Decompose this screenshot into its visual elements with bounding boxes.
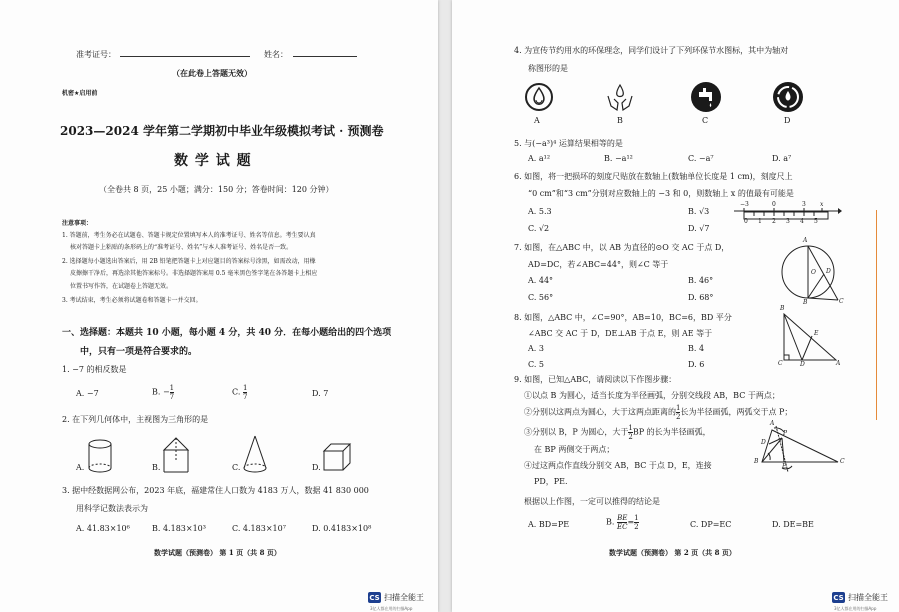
- secret-mark: 机密★启用前: [62, 90, 98, 97]
- faucet-icon: [690, 81, 722, 113]
- point-label: D: [826, 268, 831, 275]
- q7-option-a: A. 44°: [528, 276, 554, 285]
- scanner-sub: 3亿人都在用的扫描App: [834, 606, 877, 611]
- point-label: B: [803, 299, 808, 306]
- q6-ruler-figure: [734, 202, 842, 226]
- page-edge-mark: [876, 210, 877, 420]
- q3-stem-line1: 3. 据中经数据网公布，2023 年底，福建常住人口数为 4183 万人，数据 41 830 000: [62, 486, 369, 495]
- q8-option-b: B. 4: [688, 344, 705, 353]
- q8-triangle-figure: [774, 305, 844, 370]
- ruler-number: 2: [772, 218, 776, 225]
- subject-title: 数 学 试 题: [174, 153, 252, 169]
- exam-number-blank: [120, 56, 250, 57]
- note-line: 核对答题卡上粘贴的条形码上的“准考证号、姓名”与本人准考证号、姓名是否一致。: [70, 244, 293, 251]
- section-heading: 一、选择题：本题共 10 小题，每小题 4 分，共 40 分．在每小题给出的四个选项: [62, 328, 392, 338]
- point-label: C: [778, 360, 783, 367]
- q9-conclusion: 根据以上作图，一定可以推得的结论是: [524, 497, 660, 506]
- scanner-badge: [832, 592, 888, 603]
- invalid-note: （在此卷上答题无效）: [172, 68, 252, 78]
- note-line: 3. 考试结束，考生必须将试题卷和答题卡一并交回。: [62, 297, 202, 304]
- section-heading-cont: 中，只有一项是符合要求的。: [80, 347, 198, 357]
- q7-circle-figure: [778, 236, 846, 308]
- axis-label: 0: [772, 201, 776, 208]
- exam-title: 2023—2024 学年第二学期初中毕业年级模拟考试 · 预测卷: [60, 124, 384, 138]
- axis-label: −3: [740, 201, 749, 208]
- q4-label-b: B: [617, 116, 623, 125]
- hands-water-drop-icon: [604, 82, 636, 114]
- q7-stem-line1: 7. 如图，在△ABC 中，以 AB 为直径的⊙O 交 AC 于点 D，: [514, 243, 730, 252]
- q9-step2: ②分别以这两点为圆心，大于这两点距离的 $\frac{1}{2}$ 长为半径画弧，两弧交于点 P；: [524, 404, 793, 421]
- point-label: A: [836, 360, 841, 367]
- q8-option-d: D. 6: [688, 360, 705, 369]
- q8-option-c: C. 5: [528, 360, 545, 369]
- q9-stem: 9. 如图，已知△ABC，请阅读以下作图步骤：: [514, 375, 677, 384]
- q1-stem: 1. −7 的相反数是: [62, 365, 127, 374]
- q9-option-d: D. DE=BE: [772, 520, 814, 529]
- q3-option-b: B. 4.183×10³: [152, 524, 206, 533]
- q9-step4: ④过这两点作直线分别交 AB，BC 于点 D，E，连接: [524, 461, 712, 470]
- q2-label-b: B.: [152, 463, 161, 472]
- q8-stem-line1: 8. 如图，△ABC 中，∠C=90°，AB=10，BC=6，BD 平分: [514, 313, 732, 322]
- q4-label-c: C: [702, 116, 709, 125]
- q1-option-c: C. $\frac{1}{7}$: [232, 384, 248, 401]
- point-label: B: [780, 305, 785, 312]
- scanner-label: 扫描全能王: [848, 593, 888, 602]
- q4-stem-line1: 4. 为宣传节约用水的环保理念，同学们设计了下列环保节水图标，其中为轴对: [514, 46, 789, 55]
- ruler-number: 3: [786, 218, 790, 225]
- scanner-sub: 3亿人都在用的扫描App: [370, 606, 413, 611]
- q6-stem-line2: “0 cm”和“3 cm”分别对应数轴上的 −3 和 0，则数轴上 x 的值最有可能是: [528, 189, 794, 198]
- note-line: 位置书写作答，在试题卷上答题无效。: [70, 283, 173, 290]
- scanner-badge: [368, 592, 424, 603]
- q9-option-c: C. DP=EC: [690, 520, 732, 529]
- q6-option-b: B. √3: [688, 207, 710, 216]
- exam-page-1: [0, 0, 438, 612]
- point-label: P: [783, 430, 788, 437]
- q2-stem: 2. 在下列几何体中，主视图为三角形的是: [62, 415, 209, 424]
- q5-option-a: A. a¹²: [528, 154, 551, 163]
- ruler-number: 5: [814, 218, 818, 225]
- cube-figure: [322, 442, 352, 474]
- q5-stem: 5. 与(−a³)⁴ 运算结果相等的是: [514, 139, 623, 148]
- q6-option-d: D. √7: [688, 224, 710, 233]
- q2-label-c: C.: [232, 463, 241, 472]
- q3-stem-line2: 用科学记数法表示为: [76, 504, 148, 513]
- ruler-number: 0: [744, 218, 748, 225]
- q7-option-b: B. 46°: [688, 276, 714, 285]
- point-label: E: [814, 330, 819, 337]
- q8-option-a: A. 3: [528, 344, 544, 353]
- note-line: 皮擦擦干净后，再选涂其他答案标号。非选择题答案用 0.5 毫米黑色签字笔在各答题卡上相应: [70, 270, 318, 277]
- name-blank: [293, 56, 357, 57]
- axis-label: 3: [802, 201, 806, 208]
- q7-stem-line2: AD=DC，若∠ABC=44°，则∠C 等于: [528, 260, 669, 269]
- q4-label-d: D: [784, 116, 791, 125]
- q9-step3-cont: 在 BP 两侧交于两点；: [534, 445, 615, 454]
- ruler-number: 1: [758, 218, 762, 225]
- q9-step3: ③分别以 B，P 为圆心，大于 $\frac{1}{2}$ BP 的长为半径画弧，: [524, 424, 711, 441]
- notes-title: 注意事项：: [62, 220, 93, 227]
- note-line: 1. 答题前，考生务必在试题卷、答题卡规定位置填写本人的准考证号、姓名等信息。考生要认真: [62, 232, 316, 239]
- point-label: D: [761, 439, 766, 446]
- q4-stem-line2: 称图形的是: [528, 64, 568, 73]
- point-label: D: [800, 361, 805, 368]
- point-label: E: [782, 463, 787, 470]
- axis-label: x: [820, 201, 824, 208]
- page-footer: 数学试题（预测卷） 第 2 页（共 8 页）: [609, 548, 736, 557]
- q9-step1: ①以点 B 为圆心，适当长度为半径画弧，分别交线段 AB，BC 于两点；: [524, 391, 780, 400]
- exam-page-2: [452, 0, 899, 612]
- name-label: 姓名：: [264, 50, 288, 59]
- q2-label-d: D.: [312, 463, 321, 472]
- point-label: C: [839, 298, 844, 305]
- point-label: A: [770, 420, 775, 427]
- exam-info: （全卷共 8 页，25 小题；满分：150 分；答卷时间：120 分钟）: [99, 185, 334, 194]
- q6-stem-line1: 6. 如图，将一把损坏的刻度尺贴放在数轴上(数轴单位长度是 1 cm)，刻度尺上: [514, 172, 793, 181]
- point-label: B: [754, 458, 759, 465]
- q9-step4-cont: PD，PE.: [534, 477, 568, 486]
- camscanner-icon: CS: [833, 593, 844, 602]
- page-footer: 数学试题（预测卷） 第 1 页（共 8 页）: [154, 548, 281, 557]
- cylinder-figure: [86, 438, 114, 474]
- q1-option-d: D. 7: [312, 389, 329, 398]
- camscanner-icon: CS: [369, 593, 380, 602]
- q3-option-c: C. 4.183×10⁷: [232, 524, 286, 533]
- scanner-label: 扫描全能王: [384, 593, 424, 602]
- q7-option-d: D. 68°: [688, 293, 714, 302]
- q8-stem-line2: ∠ABC 交 AC 于 D，DE⊥AB 于点 E，则 AE 等于: [528, 329, 713, 338]
- q9-option-b: B. $\frac{BE}{EC}$ = $\frac{1}{2}$: [606, 514, 639, 531]
- q1-option-b: B. − $\frac{1}{7}$: [152, 384, 175, 401]
- point-label: A: [803, 237, 808, 244]
- q3-option-d: D. 0.4183×10⁸: [312, 524, 372, 533]
- q5-option-d: D. a⁷: [772, 154, 792, 163]
- exam-number-label: 准考证号：: [76, 50, 116, 59]
- recycle-circle-drop-icon: [772, 81, 804, 113]
- q9-construction-figure: [754, 420, 848, 474]
- note-line: 2. 选择题每小题选出答案后，用 2B 铅笔把答题卡上对应题目的答案标号涂黑，如需改动，用橡: [62, 258, 316, 265]
- recycle-drop-icon: [524, 82, 554, 112]
- q5-option-b: B. −a¹²: [604, 154, 633, 163]
- q4-label-a: A: [534, 116, 540, 125]
- q1-option-a: A. −7: [76, 389, 99, 398]
- q9-option-a: A. BD=PE: [528, 520, 570, 529]
- q6-option-c: C. √2: [528, 224, 550, 233]
- ruler-number: 4: [800, 218, 804, 225]
- q5-option-c: C. −a⁷: [688, 154, 714, 163]
- q7-option-c: C. 56°: [528, 293, 554, 302]
- q2-label-a: A.: [76, 463, 85, 472]
- q6-option-a: A. 5.3: [528, 207, 552, 216]
- point-label: O: [811, 269, 816, 276]
- q3-option-a: A. 41.83×10⁶: [76, 524, 130, 533]
- point-label: C: [840, 458, 845, 465]
- cone-figure: [240, 434, 270, 476]
- prism-figure: [160, 436, 194, 476]
